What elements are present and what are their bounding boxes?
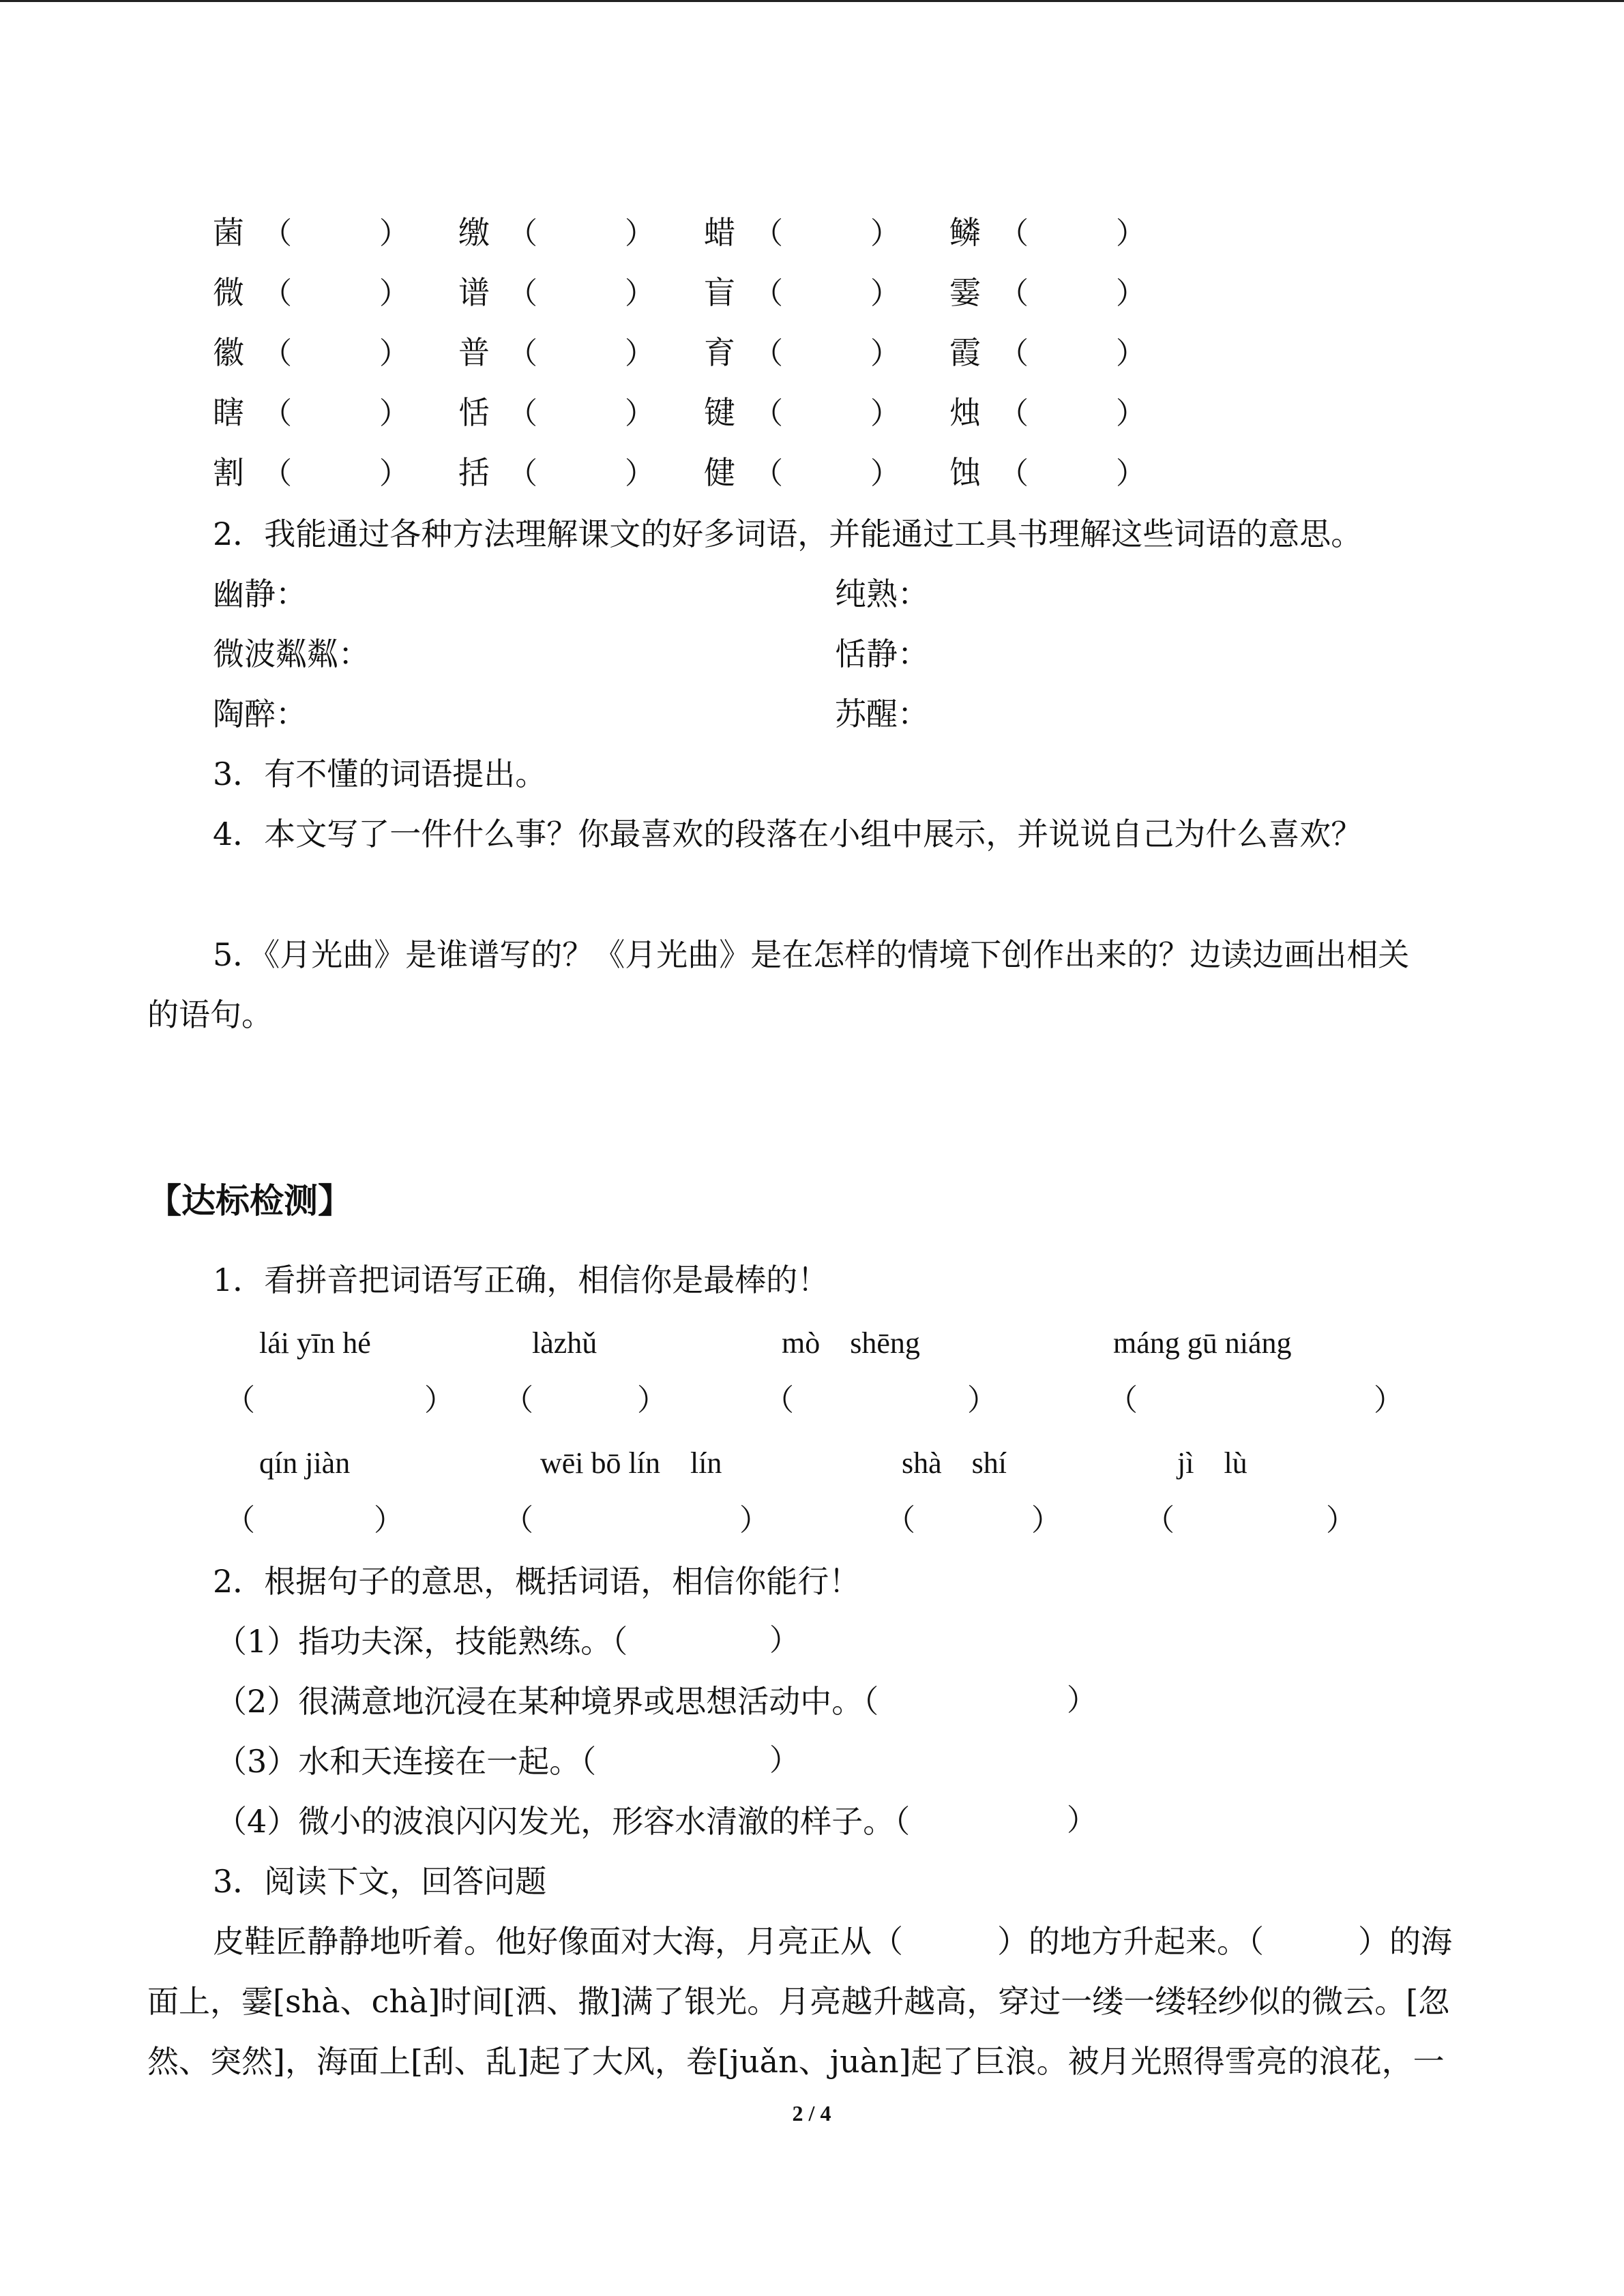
- close-paren: ）: [1067, 1683, 1097, 1718]
- pinyin-label: làzhǔ: [532, 1326, 597, 1360]
- close-paren: ）: [637, 1383, 667, 1418]
- close-paren: ）: [870, 396, 900, 431]
- close-paren: ）: [379, 276, 409, 311]
- pinyin-label: qín jiàn: [259, 1446, 351, 1480]
- open-paren: （: [1145, 1503, 1175, 1538]
- grid-cell: [704, 394, 900, 431]
- test-2-item: （3）水和天连接在一起。（: [216, 1743, 597, 1780]
- open-paren: （: [753, 396, 783, 431]
- close-paren: ）: [625, 456, 655, 491]
- close-paren: ）: [739, 1503, 769, 1538]
- grid-cell: [458, 274, 655, 311]
- open-paren: （: [507, 456, 537, 491]
- close-paren: ）: [967, 1383, 997, 1418]
- grid-character: 瞎: [213, 394, 244, 431]
- grid-character: 蚀: [949, 454, 981, 491]
- open-paren: （: [262, 396, 292, 431]
- grid-character: 括: [458, 454, 490, 491]
- close-paren: ）: [769, 1623, 799, 1658]
- close-paren: ）: [1031, 1503, 1061, 1538]
- grid-cell: [949, 454, 1146, 491]
- close-paren: ）: [379, 216, 409, 251]
- open-paren: （: [507, 216, 537, 251]
- test-2-item: （1）指功夫深，技能熟练。（: [216, 1623, 628, 1660]
- grid-cell: [213, 454, 409, 491]
- close-paren: ）: [374, 1503, 404, 1538]
- page-number: 2 / 4: [792, 2101, 831, 2126]
- term-label: 陶醉：: [213, 696, 307, 732]
- grid-cell: [213, 394, 409, 431]
- test-1-title: 1．看拼音把词语写正确，相信你是最棒的！: [213, 1262, 829, 1298]
- close-paren: ）: [424, 1383, 454, 1418]
- grid-character: 霎: [949, 274, 981, 311]
- grid-character: 育: [704, 334, 735, 371]
- open-paren: （: [262, 456, 292, 491]
- open-paren: （: [507, 396, 537, 431]
- grid-character: 霞: [949, 334, 981, 371]
- open-paren: （: [753, 456, 783, 491]
- close-paren: ）: [1116, 396, 1146, 431]
- grid-cell: [949, 394, 1146, 431]
- open-paren: （: [503, 1383, 533, 1418]
- open-paren: （: [885, 1503, 915, 1538]
- grid-cell: [949, 274, 1146, 311]
- grid-character: 盲: [704, 274, 735, 311]
- pinyin-label: jì lù: [1177, 1446, 1247, 1480]
- close-paren: ）: [1116, 216, 1146, 251]
- close-paren: ）: [379, 336, 409, 371]
- open-paren: （: [507, 336, 537, 371]
- close-paren: ）: [870, 216, 900, 251]
- term-label: 微波粼粼：: [213, 636, 370, 672]
- grid-cell: [949, 334, 1146, 371]
- grid-cell: [704, 454, 900, 491]
- grid-cell: [704, 214, 900, 251]
- close-paren: ）: [870, 276, 900, 311]
- top-border-line: [0, 0, 1624, 2]
- grid-cell: [213, 214, 409, 251]
- close-paren: ）: [1326, 1503, 1356, 1538]
- open-paren: （: [999, 276, 1029, 311]
- grid-character: 普: [458, 334, 490, 371]
- close-paren: ）: [1116, 336, 1146, 371]
- close-paren: ）: [1067, 1803, 1097, 1838]
- section-heading: 【达标检测】: [147, 1180, 352, 1221]
- grid-character: 健: [704, 454, 735, 491]
- grid-character: 键: [704, 394, 735, 431]
- open-paren: （: [225, 1383, 255, 1418]
- open-paren: （: [999, 456, 1029, 491]
- close-paren: ）: [870, 456, 900, 491]
- pinyin-label: máng gū niáng: [1113, 1326, 1292, 1360]
- open-paren: （: [1108, 1383, 1138, 1418]
- grid-cell: [458, 454, 655, 491]
- pinyin-label: lái yīn hé: [259, 1326, 371, 1360]
- test-2-item: （4）微小的波浪闪闪发光，形容水清澈的样子。（: [216, 1803, 911, 1840]
- grid-cell: [704, 334, 900, 371]
- question-4: 4．本文写了一件什么事？你最喜欢的段落在小组中展示，并说说自己为什么喜欢？: [213, 816, 1363, 852]
- question-5-line-1: 5．《月光曲》是谁谱写的？《月光曲》是在怎样的情境下创作出来的？边读边画出相关: [213, 936, 1410, 973]
- question-3: 3．有不懂的词语提出。: [213, 756, 547, 792]
- passage-line: 然、突然]，海面上[刮、乱]起了大风，卷[juǎn、juàn]起了巨浪。被月光照得雪亮的浪花，一: [147, 2043, 1445, 2080]
- pinyin-label: shà shí: [902, 1446, 1007, 1480]
- term-label: 苏醒：: [835, 696, 929, 732]
- question-2: 2．我能通过各种方法理解课文的好多词语，并能通过工具书理解这些词语的意思。: [213, 516, 1363, 552]
- open-paren: （: [999, 216, 1029, 251]
- test-2-item: （2）很满意地沉浸在某种境界或思想活动中。（: [216, 1683, 879, 1720]
- grid-character: 蜡: [704, 214, 735, 251]
- open-paren: （: [225, 1503, 255, 1538]
- open-paren: （: [753, 216, 783, 251]
- close-paren: ）: [1116, 456, 1146, 491]
- grid-cell: [213, 274, 409, 311]
- grid-cell: [213, 334, 409, 371]
- close-paren: ）: [769, 1743, 799, 1778]
- pinyin-label: wēi bō lín lín: [540, 1446, 722, 1480]
- grid-cell: [458, 214, 655, 251]
- term-label: 幽静：: [213, 576, 307, 612]
- grid-character: 菌: [213, 214, 244, 251]
- grid-character: 割: [213, 454, 244, 491]
- close-paren: ）: [1374, 1383, 1404, 1418]
- open-paren: （: [999, 396, 1029, 431]
- close-paren: ）: [379, 396, 409, 431]
- grid-character: 微: [213, 274, 244, 311]
- term-label: 纯熟：: [835, 576, 929, 612]
- pinyin-label: mò shēng: [782, 1326, 920, 1360]
- grid-character: 烛: [949, 394, 981, 431]
- open-paren: （: [507, 276, 537, 311]
- open-paren: （: [503, 1503, 533, 1538]
- grid-cell: [458, 334, 655, 371]
- close-paren: ）: [625, 276, 655, 311]
- open-paren: （: [262, 336, 292, 371]
- test-2-title: 2．根据句子的意思，概括词语，相信你能行！: [213, 1563, 861, 1600]
- passage-line: 皮鞋匠静静地听着。他好像面对大海，月亮正从（ ）的地方升起来。（ ）的海: [213, 1923, 1452, 1960]
- close-paren: ）: [379, 456, 409, 491]
- close-paren: ）: [625, 396, 655, 431]
- question-5-line-2: 的语句。: [147, 996, 273, 1033]
- close-paren: ）: [870, 336, 900, 371]
- grid-cell: [949, 214, 1146, 251]
- test-3-title: 3．阅读下文，回答问题: [213, 1863, 547, 1900]
- open-paren: （: [753, 336, 783, 371]
- close-paren: ）: [1116, 276, 1146, 311]
- open-paren: （: [262, 216, 292, 251]
- open-paren: （: [999, 336, 1029, 371]
- grid-character: 缴: [458, 214, 490, 251]
- grid-cell: [458, 394, 655, 431]
- grid-character: 谱: [458, 274, 490, 311]
- grid-character: 徽: [213, 334, 244, 371]
- grid-cell: [704, 274, 900, 311]
- passage-line: 面上，霎[shà、chà]时间[洒、撒]满了银光。月亮越升越高，穿过一缕一缕轻纱似的微云。[忽: [147, 1983, 1450, 2020]
- open-paren: （: [753, 276, 783, 311]
- term-label: 恬静：: [835, 636, 929, 672]
- grid-character: 恬: [458, 394, 490, 431]
- open-paren: （: [262, 276, 292, 311]
- close-paren: ）: [625, 336, 655, 371]
- close-paren: ）: [625, 216, 655, 251]
- grid-character: 鳞: [949, 214, 981, 251]
- open-paren: （: [764, 1383, 794, 1418]
